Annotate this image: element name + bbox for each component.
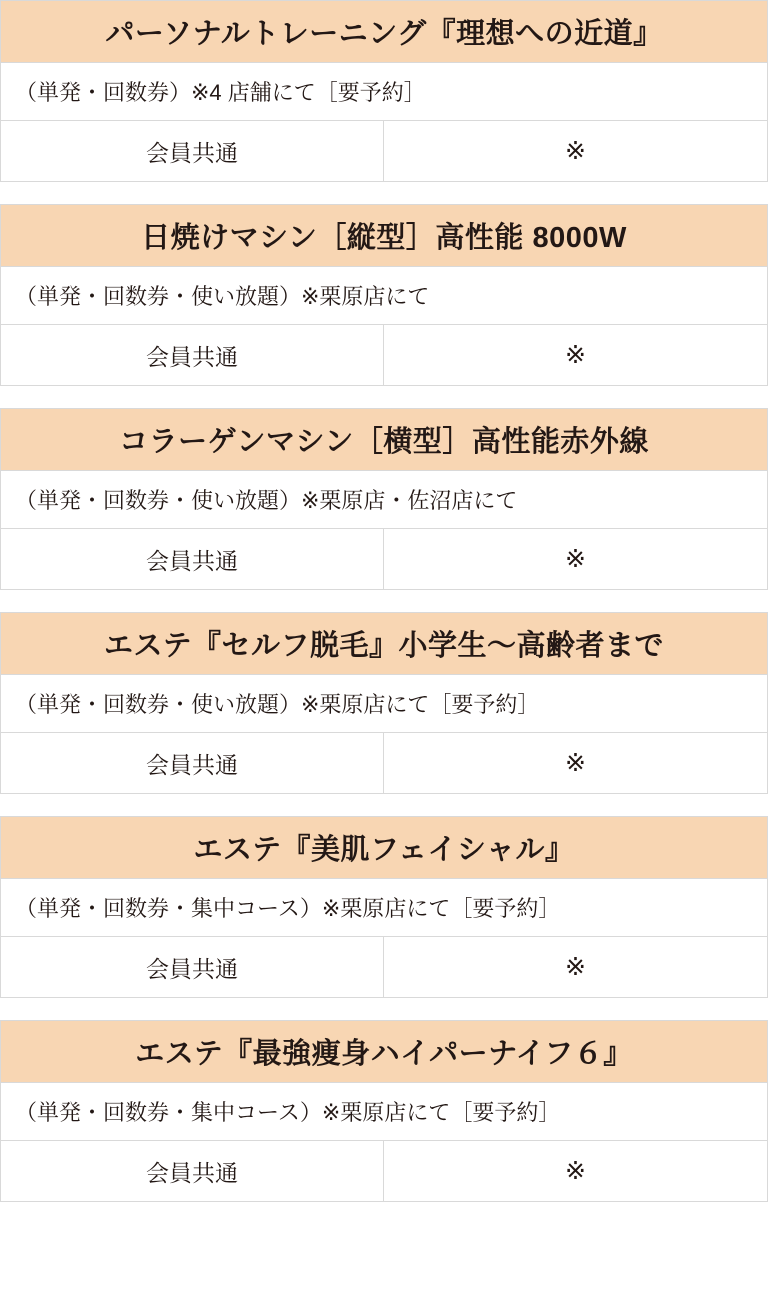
service-price-row <box>0 324 768 386</box>
price-cell: ※ <box>565 749 586 777</box>
service-price-row <box>0 528 768 590</box>
service-note: （単発・回数券・集中コース）※栗原店にて［要予約］ <box>0 1082 768 1140</box>
member-type-cell: 会員共通 <box>1 325 384 385</box>
price-cell: ※ <box>565 137 586 165</box>
service-title: コラーゲンマシン［横型］高性能赤外線 <box>0 408 768 470</box>
service-price-row <box>0 1140 768 1202</box>
service-note: （単発・回数券・使い放題）※栗原店にて［要予約］ <box>0 674 768 732</box>
service-section-6 <box>0 1020 768 1202</box>
service-section-3 <box>0 408 768 590</box>
service-price-row <box>0 936 768 998</box>
price-cell: ※ <box>565 1157 586 1185</box>
service-section-4 <box>0 612 768 794</box>
service-price-row <box>0 732 768 794</box>
service-title: 日焼けマシン［縦型］高性能 8000W <box>0 204 768 266</box>
service-note: （単発・回数券・使い放題）※栗原店・佐沼店にて <box>0 470 768 528</box>
price-cell: ※ <box>565 545 586 573</box>
member-type-cell: 会員共通 <box>1 529 384 589</box>
service-section-5 <box>0 816 768 998</box>
service-section-1 <box>0 0 768 182</box>
service-title: エステ『美肌フェイシャル』 <box>0 816 768 878</box>
price-cell: ※ <box>565 953 586 981</box>
price-cell: ※ <box>565 341 586 369</box>
service-section-2 <box>0 204 768 386</box>
service-title: パーソナルトレーニング『理想への近道』 <box>0 0 768 62</box>
service-title: エステ『最強痩身ハイパーナイフ６』 <box>0 1020 768 1082</box>
service-title: エステ『セルフ脱毛』小学生〜高齢者まで <box>0 612 768 674</box>
service-note: （単発・回数券）※4 店舗にて［要予約］ <box>0 62 768 120</box>
member-type-cell: 会員共通 <box>1 121 384 181</box>
service-note: （単発・回数券・使い放題）※栗原店にて <box>0 266 768 324</box>
service-note: （単発・回数券・集中コース）※栗原店にて［要予約］ <box>0 878 768 936</box>
member-type-cell: 会員共通 <box>1 733 384 793</box>
member-type-cell: 会員共通 <box>1 1141 384 1201</box>
member-type-cell: 会員共通 <box>1 937 384 997</box>
service-price-row <box>0 120 768 182</box>
